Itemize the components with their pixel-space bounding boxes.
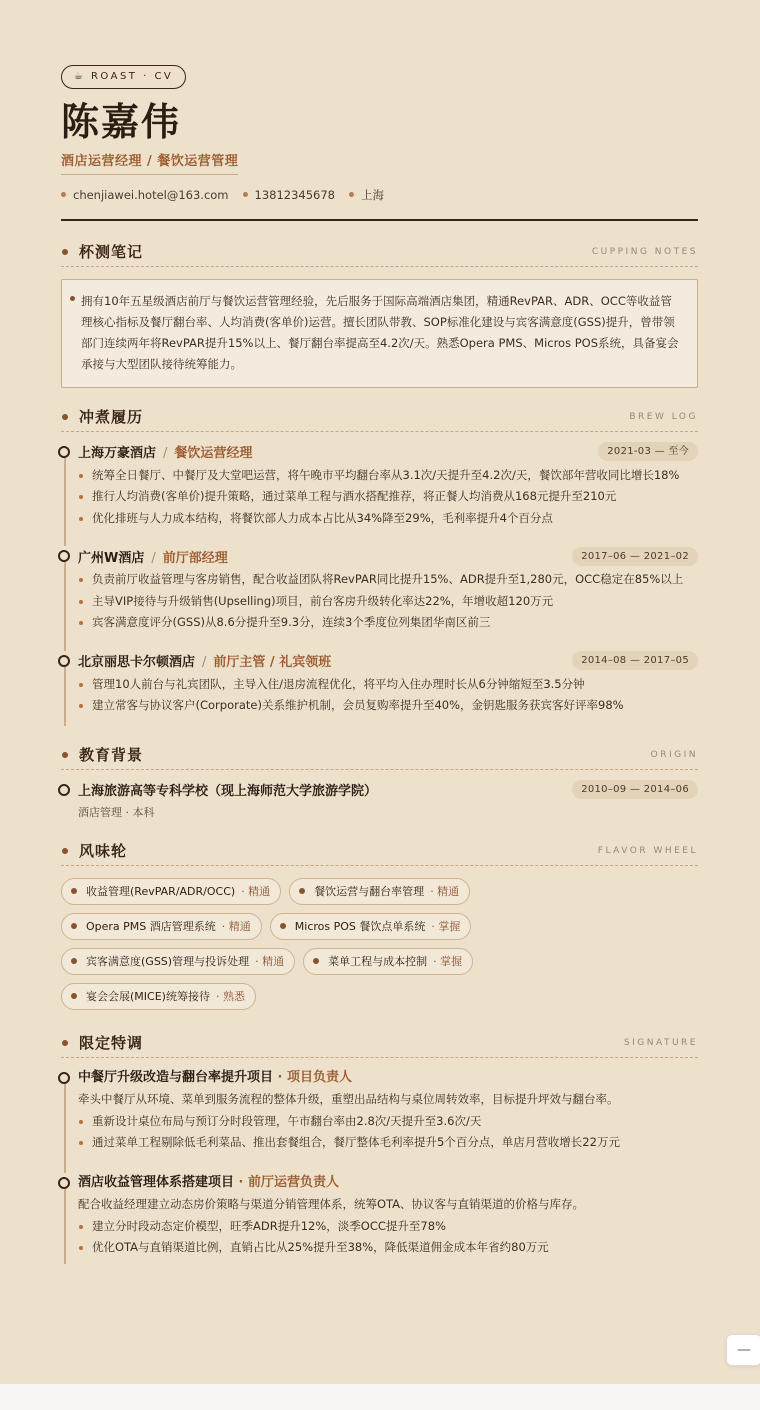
list-item: 主导VIP接待与升级销售(Upselling)项目，前台客房升级转化率达22%，年增收超120万元 bbox=[78, 592, 698, 612]
timeline-line bbox=[64, 458, 66, 547]
section-header-education: 教育背景 ORIGIN bbox=[61, 740, 698, 770]
date-badge: 2014–08 — 2017–05 bbox=[572, 651, 698, 670]
skill-tag: 收益管理(RevPAR/ADR/OCC) · 精通 bbox=[61, 878, 281, 905]
timeline-line bbox=[64, 1189, 66, 1264]
experience-timeline bbox=[61, 442, 698, 726]
timeline-ring-icon bbox=[58, 446, 70, 458]
bullet-dot-icon bbox=[61, 192, 66, 197]
minus-icon: — bbox=[737, 1342, 751, 1358]
summary-box bbox=[61, 279, 698, 388]
project-title: 酒店收益管理体系搭建项目 bbox=[78, 1174, 235, 1190]
experience-entry: 广州W酒店 / 前厅部经理 2017–06 — 2021–02 负责前厅收益管理与客房销售，配合收益团队将RevPAR同比提升15%、ADR提升至1,280元，OCC稳定在85%以上 主导VIP接待与升级销售(Upselling)项目，前台客房升级转化率达22%，年增收超120万元 宾客满意度评分(GSS)从8.6分提升至9.3分，连续3个季度位列集团华南区前三 bbox=[61, 546, 698, 651]
bullet-dot-icon bbox=[349, 192, 354, 197]
list-item: 优化OTA与直销渠道比例，直销占比从25%提升至38%，降低渠道佣金成本年省约80万元 bbox=[78, 1238, 698, 1258]
projects-timeline bbox=[61, 1068, 698, 1264]
candidate-name: 陈嘉伟 bbox=[61, 99, 182, 144]
section-bullet-icon bbox=[62, 848, 68, 854]
summary-text: 拥有10年五星级酒店前厅与餐饮运营管理经验，先后服务于国际高端酒店集团，精通RevPAR、ADR、OCC等收益管理核心指标及餐厅翻台率、人均消费(客单价)运营。擅长团队带教、SOP标准化建设与宾客满意度(GSS)提升，曾带领部门连续两年将RevPAR提升15%以上、餐厅翻台率提高至4.2次/天。熟悉Opera PMS、Micros POS系统，具备宴会承接与大型团队接待统筹能力。 bbox=[81, 293, 679, 371]
position-title: 前厅主管 / 礼宾领班 bbox=[213, 655, 332, 670]
header-divider bbox=[61, 219, 698, 221]
timeline-ring-icon bbox=[58, 655, 70, 667]
contact-location: 上海 bbox=[349, 187, 384, 203]
education-timeline bbox=[61, 780, 698, 820]
badge-label: ROAST · CV bbox=[90, 71, 174, 82]
section-header-experience: 冲煮履历 BREW LOG bbox=[61, 402, 698, 432]
list-item: 统筹全日餐厅、中餐厅及大堂吧运营，将午晚市平均翻台率从3.1次/天提升至4.2次/天，餐饮部年营收同比增长18% bbox=[78, 466, 698, 486]
company-name: 上海万豪酒店 bbox=[78, 446, 157, 461]
list-item: 负责前厅收益管理与客房销售，配合收益团队将RevPAR同比提升15%、ADR提升至1,280元，OCC稳定在85%以上 bbox=[78, 570, 698, 590]
project-role: · 项目负责人 bbox=[277, 1069, 353, 1085]
timeline-ring-icon bbox=[58, 1177, 70, 1189]
education-detail: 酒店管理 · 本科 bbox=[78, 805, 155, 819]
contact-phone[interactable]: 13812345678 bbox=[243, 187, 335, 203]
skill-tags bbox=[61, 878, 521, 1010]
skill-tag: 菜单工程与成本控制 · 掌握 bbox=[303, 948, 473, 975]
experience-entry: 上海万豪酒店 / 餐饮运营经理 2021-03 — 至今 统筹全日餐厅、中餐厅及大堂吧运营，将午晚市平均翻台率从3.1次/天提升至4.2次/天，餐饮部年营收同比增长18% 推行人均消费(客单价)提升策略，通过菜单工程与酒水搭配推荐，将正餐人均消费从168元提升至210元 优化排班与人力成本结构，将餐饮部人力成本占比从34%降至29%，毛利率提升4个百分点 bbox=[61, 442, 698, 547]
project-role: · 前厅运营负责人 bbox=[238, 1174, 340, 1190]
project-entry bbox=[61, 1173, 698, 1264]
bullet-dot-icon bbox=[71, 993, 77, 999]
skill-tag: 宾客满意度(GSS)管理与投诉处理 · 精通 bbox=[61, 948, 295, 975]
section-bullet-icon bbox=[62, 752, 68, 758]
skill-tag: 宴会会展(MICE)统筹接待 · 熟悉 bbox=[61, 983, 256, 1010]
experience-entry: 北京丽思卡尔顿酒店 / 前厅主管 / 礼宾领班 2014–08 — 2017–05 管理10人前台与礼宾团队，主导入住/退房流程优化，将平均入住办理时长从6分钟缩短至3.5分钟 建立常客与协议客户(Corporate)关系维护机制，会员复购率提升至40%，金钥匙服务获宾客好评率98% bbox=[61, 651, 698, 726]
section-header-summary: 杯测笔记 CUPPING NOTES bbox=[61, 237, 698, 267]
position-title: 餐饮运营经理 bbox=[174, 446, 253, 461]
bullet-dot-icon bbox=[313, 958, 319, 964]
date-badge: 2017–06 — 2021–02 bbox=[572, 547, 698, 566]
list-item: 宾客满意度评分(GSS)从8.6分提升至9.3分，连续3个季度位列集团华南区前三 bbox=[78, 613, 698, 633]
education-entry bbox=[61, 780, 698, 820]
bullet-dot-icon bbox=[299, 888, 305, 894]
bullet-dot-icon bbox=[71, 923, 77, 929]
date-badge: 2021-03 — 至今 bbox=[598, 442, 698, 461]
list-item: 推行人均消费(客单价)提升策略，通过菜单工程与酒水搭配推荐，将正餐人均消费从168元提升至210元 bbox=[78, 487, 698, 507]
list-item: 管理10人前台与礼宾团队，主导入住/退房流程优化，将平均入住办理时长从6分钟缩短至3.5分钟 bbox=[78, 675, 698, 695]
skill-tag: Opera PMS 酒店管理系统 · 精通 bbox=[61, 913, 262, 940]
section-bullet-icon bbox=[62, 414, 68, 420]
bullet-dot-icon bbox=[71, 958, 77, 964]
list-item: 通过菜单工程剔除低毛利菜品、推出套餐组合，餐厅整体毛利率提升5个百分点，单店月营收增长22万元 bbox=[78, 1133, 698, 1153]
contact-info bbox=[61, 187, 698, 203]
timeline-ring-icon bbox=[58, 784, 70, 796]
resume-content bbox=[61, 64, 698, 1264]
list-item: 重新设计桌位布局与预订分时段管理，午市翻台率由2.8次/天提升至3.6次/天 bbox=[78, 1112, 698, 1132]
minimize-button[interactable] bbox=[726, 1334, 760, 1366]
bullet-dot-icon bbox=[243, 192, 248, 197]
timeline-ring-icon bbox=[58, 550, 70, 562]
bullet-dot-icon bbox=[71, 888, 77, 894]
skill-tag: Micros POS 餐饮点单系统 · 掌握 bbox=[270, 913, 472, 940]
page-footer-strip bbox=[0, 1384, 760, 1410]
roast-cv-badge bbox=[61, 65, 186, 89]
timeline-line bbox=[64, 667, 66, 726]
company-name: 广州W酒店 bbox=[78, 550, 145, 566]
bullet-dot-icon bbox=[70, 296, 75, 301]
job-title: 酒店运营经理 / 餐饮运营管理 bbox=[61, 150, 238, 175]
date-badge: 2010–09 — 2014–06 bbox=[572, 780, 698, 799]
timeline-line bbox=[64, 562, 66, 651]
skill-tag: 餐饮运营与翻台率管理 · 精通 bbox=[289, 878, 470, 905]
list-item: 建立分时段动态定价模型，旺季ADR提升12%，淡季OCC提升至78% bbox=[78, 1217, 698, 1237]
project-description: 配合收益经理建立动态房价策略与渠道分销管理体系，统筹OTA、协议客与直销渠道的价格与库存。 bbox=[78, 1196, 585, 1211]
section-header-skills: 风味轮 FLAVOR WHEEL bbox=[61, 836, 698, 866]
section-bullet-icon bbox=[62, 1040, 68, 1046]
project-entry bbox=[61, 1068, 698, 1173]
bullet-dot-icon bbox=[280, 923, 286, 929]
company-name: 北京丽思卡尔顿酒店 bbox=[78, 655, 196, 670]
section-bullet-icon bbox=[62, 249, 68, 255]
section-header-projects: 限定特调 SIGNATURE bbox=[61, 1028, 698, 1058]
list-item: 建立常客与协议客户(Corporate)关系维护机制，会员复购率提升至40%，金钥匙服务获宾客好评率98% bbox=[78, 696, 698, 716]
project-description: 牵头中餐厅从环境、菜单到服务流程的整体升级，重塑出品结构与桌位周转效率，目标提升坪效与翻台率。 bbox=[78, 1091, 619, 1106]
project-title: 中餐厅升级改造与翻台率提升项目 bbox=[78, 1069, 274, 1085]
position-title: 前厅部经理 bbox=[162, 550, 228, 566]
timeline-line bbox=[64, 1084, 66, 1173]
list-item: 优化排班与人力成本结构，将餐饮部人力成本占比从34%降至29%，毛利率提升4个百分点 bbox=[78, 509, 698, 529]
school-name: 上海旅游高等专科学校（现上海师范大学旅游学院） bbox=[78, 784, 378, 799]
timeline-ring-icon bbox=[58, 1072, 70, 1084]
coffee-cup-icon: ☕ bbox=[74, 71, 83, 82]
contact-email[interactable]: chenjiawei.hotel@163.com bbox=[61, 187, 229, 203]
